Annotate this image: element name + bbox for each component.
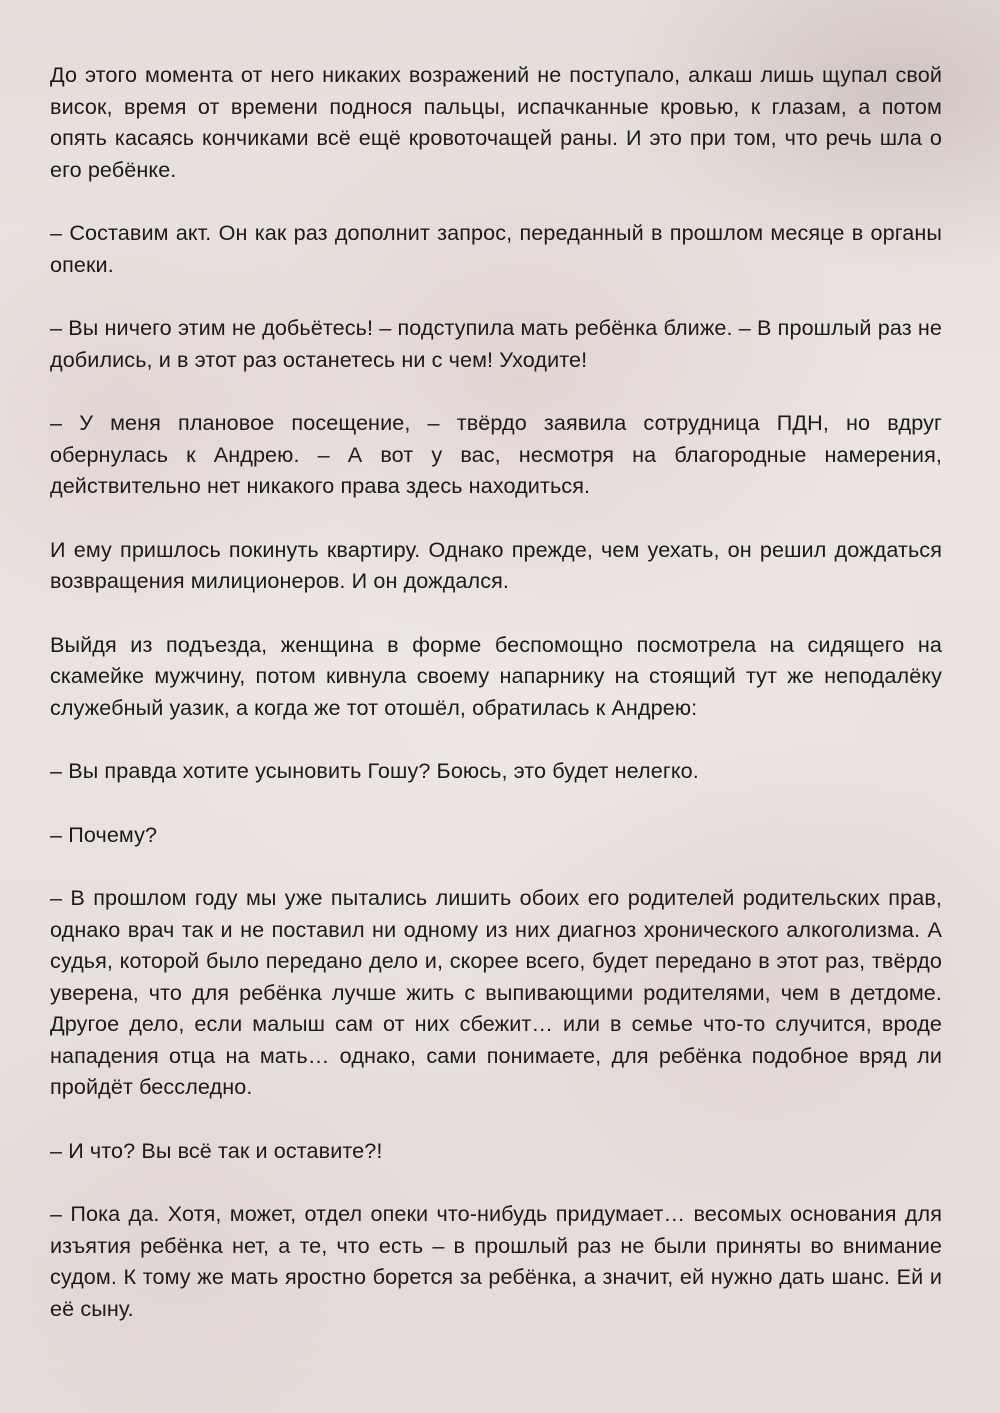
paragraph-8: – Почему?: [50, 821, 158, 847]
paragraph-10: – И что? Вы всё так и оставите?!: [50, 1137, 383, 1163]
paragraph-6: Выйдя из подъезда, женщина в форме беспомощно посмотрела на сидящего на скамейке мужчину, потом кивнула своему напарнику на стоящий тут же неподалёку служебный уазик, а когда же тот отошёл, обратилась к Андрею:: [50, 631, 942, 720]
paragraph-1: До этого момента от него никаких возражений не поступало, алкаш лишь щупал свой висок, время от времени поднося пальцы, испачканные кровью, к глазам, а потом опять касаясь кончиками всё ещё кровоточащей раны. И это при том, что речь шла о его ребёнке.: [50, 62, 942, 182]
paragraph-3: – Вы ничего этим не добьётесь! – подступила мать ребёнка ближе. – В прошлый раз не добились, и в этот раз останетесь ни с чем! Уходите!: [50, 315, 942, 372]
paragraph-5: И ему пришлось покинуть квартиру. Однако прежде, чем уехать, он решил дождаться возвращения милиционеров. И он дождался.: [50, 536, 942, 593]
paragraph-7: – Вы правда хотите усыновить Гошу? Боюсь, это будет нелегко.: [50, 758, 699, 783]
text-body: [50, 59, 942, 1324]
paragraph-9: – В прошлом году мы уже пытались лишить обоих его родителей родительских прав, однако врач так и не поставил ни одному из них диагноз хронического алкоголизма. А судья, которой было передано дело и, скорее всего, будет передано в этот раз, твёрдо уверена, что для ребёнка лучше жить с выпивающими родителями, чем в детдоме. Другое дело, если малыш сам от них сбежит… или в семье что-то случится, вроде нападения отца на мать… однако, сами понимаете, для ребёнка подобное вряд ли пройдёт бесследно.: [50, 885, 942, 1099]
paragraph-4: – У меня плановое посещение, – твёрдо заявила сотрудница ПДН, но вдруг обернулась к Андрею. – А вот у вас, несмотря на благородные намерения, действительно нет никакого права здесь находиться.: [50, 410, 942, 498]
paragraph-11: – Пока да. Хотя, может, отдел опеки что-нибудь придумает… весомых основания для изъятия ребёнка нет, а те, что есть – в прошлый раз не были приняты во внимание судом. К тому же мать яростно борется за ребёнка, а значит, ей нужно дать шанс. Ей и её сыну.: [50, 1201, 942, 1321]
paragraph-2: – Составим акт. Он как раз дополнит запрос, переданный в прошлом месяце в органы опеки.: [50, 220, 942, 277]
